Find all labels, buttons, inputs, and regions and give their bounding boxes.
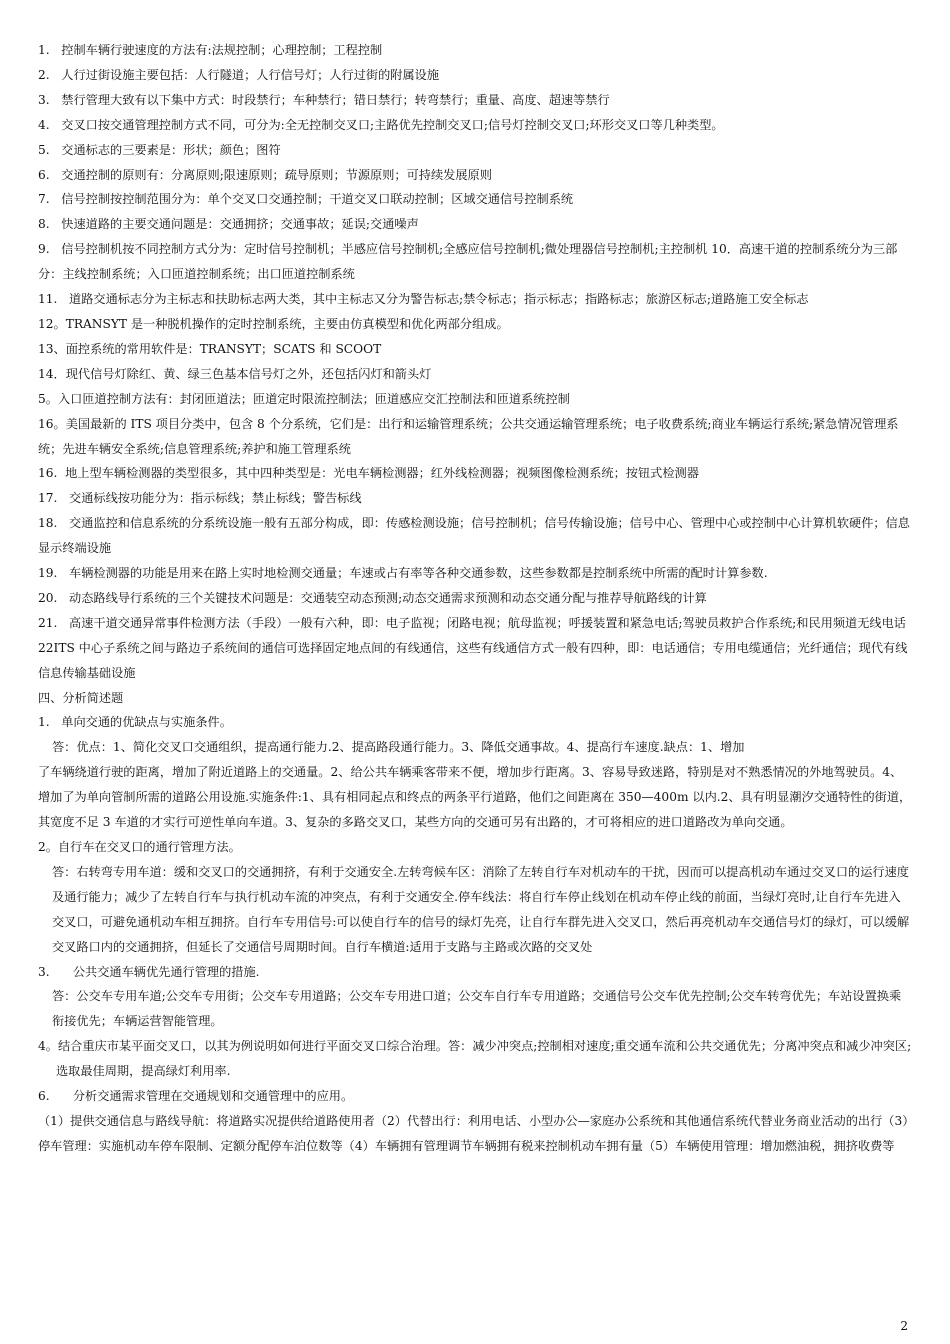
list-item: 9. 信号控制机按不同控制方式分为：定时信号控制机；半感应信号控制机;全感应信号控制机;微处理器信号控制机;主控制机 10．高速干道的控制系统分为三部分：主线控制系统；入口匝道控制系统；出口匝道控制系统 xyxy=(38,242,898,282)
list-item: 17. 交通标线按功能分为：指示标线；禁止标线；警告标线 xyxy=(38,491,362,506)
answer-text: 了车辆绕道行驶的距离，增加了附近道路上的交通量。2、给公共车辆乘客带来不便，增加步行距离。3、容易导致迷路，特别是对不熟悉情况的外地驾驶员。4、增加了为单向管制所需的道路公用设施.实施条件:1、具有相同起点和终点的两条平行道路，他们之间距离在 350—400m 以内.2、具有明显潮汐交通特性的街道，其宽度不足 3 车道的才实行可逆性单向车道。3、复杂的多路交叉口，某些方向的交通可另有出路的，才可将相应的进口道路改为单向交通。 xyxy=(38,765,912,830)
answer-text: 答：右转弯专用车道：缓和交叉口的交通拥挤，有利于交通安全.左转弯候车区：消除了左转自行车对机动车的干扰，因而可以提高机动车通过交叉口的运行速度及通行能力；减少了左转自行车与执行机动车流的冲突点，有利于交通安全.停车线法：将自行车停止线划在机动车停止线的前面，当绿灯亮时,让自行车先进入交叉口，可避免通机动车相互拥挤。自行车专用信号:可以使自行车的信号的绿灯先亮，让自行车群先进入交叉口，然后再亮机动车交通信号灯的绿灯，可以缓解交叉路口内的交通拥挤，但延长了交通信号周期时间。自行车横道:适用于支路与主路或次路的交叉处 xyxy=(52,864,910,954)
list-item: 2. 人行过街设施主要包括：人行隧道；人行信号灯；人行过街的附属设施 xyxy=(38,67,440,82)
list-item: 1. 控制车辆行驶速度的方法有:法规控制；心理控制；工程控制 xyxy=(38,43,383,57)
list-item: 13、面控系统的常用软件是：TRANSYT；SCATS 和 SCOOT xyxy=(38,341,382,356)
question-title: 3. 公共交通车辆优先通行管理的措施. xyxy=(38,964,260,979)
list-item: 22ITS 中心子系统之间与路边子系统间的通信可选择固定地点间的有线通信，这些有线通信方式一般有四种，即：电话通信；专用电缆通信；光纤通信；现代有线信息传输基础设施 xyxy=(38,640,908,680)
list-item: 5. 交通标志的三要素是：形状；颜色；图符 xyxy=(38,142,281,157)
list-item: 7. 信号控制按控制范围分为：单个交叉口交通控制；干道交叉口联动控制；区域交通信号控制系统 xyxy=(38,192,574,207)
answer-text: 答：公交车专用车道;公交车专用街；公交车专用道路；公交车专用进口道；公交车自行车专用道路；交通信号公交车优先控制;公交车转弯优先；车站设置换乘衔接优先；车辆运营智能管理。 xyxy=(52,989,902,1029)
list-item: 18. 交通监控和信息系统的分系统设施一般有五部分构成，即：传感检测设施；信号控制机；信号传输设施；信号中心、管理中心或控制中心计算机软硬件；信息显示终端设施 xyxy=(38,516,910,556)
question-title: 4。结合重庆市某平面交叉口，以其为例说明如何进行平面交叉口综合治理。答：减少冲突点;控制相对速度;重交通车流和公共交通优先；分离冲突点和减少冲突区;选取最佳周期，提高绿灯利用率. xyxy=(38,1039,912,1079)
list-item: 3. 禁行管理大致有以下集中方式：时段禁行；车种禁行；错日禁行；转弯禁行；重量、高度、超速等禁行 xyxy=(38,92,610,107)
question-title: 1. 单向交通的优缺点与实施条件。 xyxy=(38,715,232,730)
list-item: 6. 交通控制的原则有：分离原则;限速原则；疏导原则；节源原则；可持续发展原则 xyxy=(38,167,492,182)
list-item: 4. 交叉口按交通管理控制方式不同，可分为:全无控制交叉口;主路优先控制交叉口;信号灯控制交叉口;环形交叉口等几种类型。 xyxy=(38,117,724,132)
list-item: 19. 车辆检测器的功能是用来在路上实时地检测交通量；车速或占有率等各种交通参数，这些参数都是控制系统中所需的配时计算参数. xyxy=(38,566,768,581)
answer-text: 答：优点：1、简化交叉口交通组织，提高通行能力.2、提高路段通行能力。3、降低交通事故。4、提高行车速度.缺点：1、增加 xyxy=(52,740,745,755)
list-item: 11. 道路交通标志分为主标志和扶助标志两大类，其中主标志又分为警告标志;禁令标志；指示标志；指路标志；旅游区标志;道路施工安全标志 xyxy=(38,292,809,307)
list-item: 16. 地上型车辆检测器的类型很多，其中四种类型是：光电车辆检测器；红外线检测器；视频图像检测系统；按钮式检测器 xyxy=(38,466,699,481)
list-item: 21. 高速干道交通异常事件检测方法（手段）一般有六种，即：电子监视；闭路电视；航母监视；呼援装置和紧急电话;驾驶员救护合作系统;和民用频道无线电话 xyxy=(38,615,906,630)
list-item: 12。TRANSYT 是一种脱机操作的定时控制系统，主要由仿真模型和优化两部分组成。 xyxy=(38,316,509,331)
list-item: 5。入口匝道控制方法有：封闭匝道法；匝道定时限流控制法；匝道感应交汇控制法和匝道系统控制 xyxy=(38,391,570,406)
list-item: 14．现代信号灯除红、黄、绿三色基本信号灯之外，还包括闪灯和箭头灯 xyxy=(38,366,432,381)
section-heading: 四、分析简述题 xyxy=(38,690,124,705)
question-title: 2。自行车在交叉口的通行管理方法。 xyxy=(38,840,241,854)
question-title: 6. 分析交通需求管理在交通规划和交通管理中的应用。 xyxy=(38,1089,354,1104)
list-item: 16。美国最新的 ITS 项目分类中，包含 8 个分系统，它们是：出行和运输管理系统；公共交通运输管理系统；电子收费系统;商业车辆运行系统;紧急情况管理系统；先进车辆安全系统;信息管理系统;养护和施工管理系统 xyxy=(38,416,899,456)
answer-text: （1）提供交通信息与路线导航：将道路实况提供给道路使用者（2）代替出行：利用电话、小型办公—家庭办公系统和其他通信系统代替业务商业活动的出行（3）停车管理：实施机动车停车限制、定额分配停车泊位数等（4）车辆拥有管理调节车辆拥有税来控制机动车拥有量（5）车辆使用管理：增加燃油税，拥挤收费等 xyxy=(38,1113,909,1153)
list-item: 8. 快速道路的主要交通问题是：交通拥挤；交通事故；延误;交通噪声 xyxy=(38,217,419,232)
document-body xyxy=(38,38,912,1159)
list-item: 20. 动态路线导行系统的三个关键技术问题是：交通装空动态预测;动态交通需求预测和动态交通分配与推荐导航路线的计算 xyxy=(38,590,707,605)
page-number: 2 xyxy=(900,1319,908,1333)
